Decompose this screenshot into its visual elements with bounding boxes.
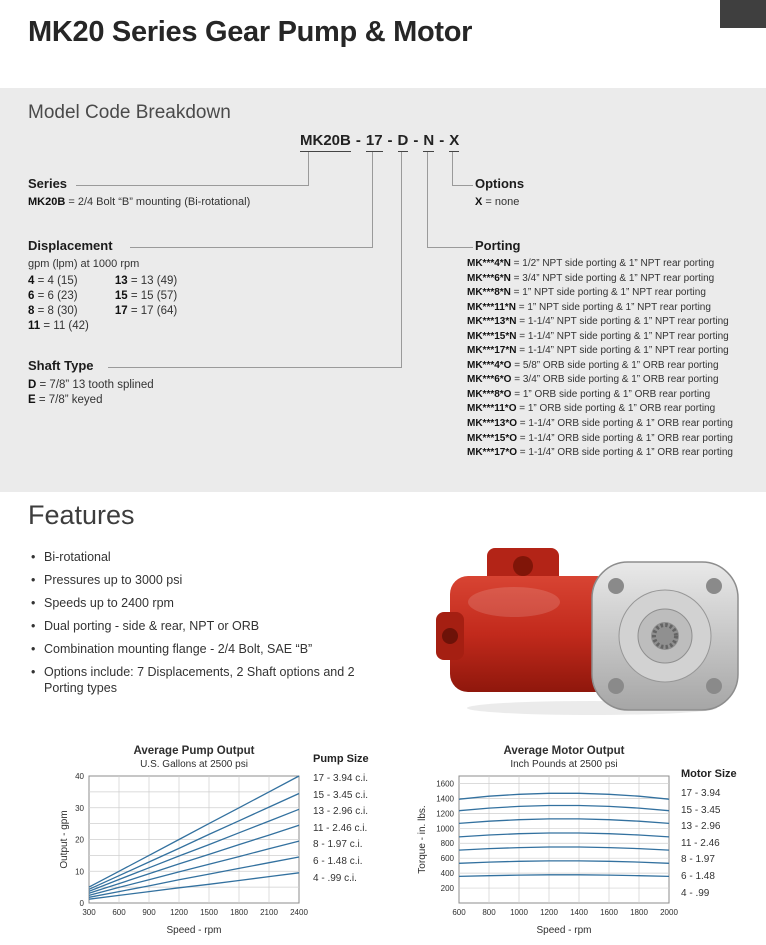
legend-item: 6 - 1.48 c.i. [313, 855, 363, 867]
code-item: 11 = 11 (42) [28, 320, 89, 332]
connector-line [452, 185, 473, 186]
plot-area [459, 776, 669, 903]
legend-item: 8 - 1.97 c.i. [313, 839, 363, 851]
code-item: MK***6*N = 3/4” NPT side porting & 1” NPT rear porting [467, 272, 715, 284]
code-item: MK***17*N = 1-1/4” NPT side porting & 1” NPT rear porting [467, 345, 729, 357]
code-part-shaft: D [398, 132, 409, 152]
series-heading: Series [28, 176, 68, 191]
legend-item: 17 - 3.94 c.i. [313, 773, 369, 784]
code-item: MK***11*N = 1” NPT side porting & 1” NPT rear porting [467, 301, 711, 313]
options-section [475, 176, 524, 208]
code-item: 8 = 8 (30) [28, 305, 78, 317]
motor-output-chart [413, 740, 678, 940]
options-heading: Options [475, 176, 525, 191]
code-separator: - [355, 132, 361, 149]
code-item: 17 = 17 (64) [114, 305, 178, 317]
code-item: E = 7/8” keyed [28, 394, 103, 406]
chart-text: 1000 [436, 824, 454, 834]
code-item: D = 7/8” 13 tooth splined [28, 379, 154, 391]
code-separator: - [413, 132, 419, 149]
series-section [28, 176, 250, 208]
code-item: MK***8*O = 1” ORB side porting & 1” ORB rear porting [467, 388, 711, 400]
model-code-panel [0, 88, 766, 492]
legend-item: 4 - .99 c.i. [313, 872, 357, 884]
code-separator: - [387, 132, 393, 149]
chart-text: Inch Pounds at 2500 psi [510, 759, 618, 770]
displacement-heading: Displacement [28, 238, 113, 253]
legend-item: 15 - 3.45 c.i. [313, 789, 369, 801]
chart-text: Speed - rpm [166, 925, 222, 936]
code-item: MK***8*N = 1” NPT side porting & 1” NPT rear porting [467, 287, 706, 299]
options-code: X [475, 196, 483, 208]
legend-item: 13 - 2.96 c.i. [313, 806, 369, 818]
chart-text: 1800 [230, 908, 248, 917]
chart-text: 2400 [290, 908, 308, 917]
porting-section [467, 238, 733, 461]
code-item: MK***4*O = 5/8” ORB side porting & 1” ORB rear porting [467, 359, 719, 371]
feature-item: • Bi-rotational [31, 549, 376, 565]
chart-text: 10 [75, 867, 84, 877]
displacement-columns [28, 274, 177, 334]
pump-body [436, 548, 615, 692]
motor-size-legend [681, 768, 766, 902]
chart-text: 1500 [200, 908, 218, 917]
shaft-section [28, 358, 154, 408]
code-item: MK***6*O = 3/4” ORB side porting & 1” ORB rear porting [467, 374, 719, 386]
code-part-porting: N [423, 132, 434, 152]
code-item: 4 = 4 (15) [28, 275, 78, 287]
series-text: = 2/4 Bolt “B” mounting (Bi-rotational) [68, 196, 251, 208]
chart-text: 800 [482, 908, 496, 917]
chart-text: 600 [112, 908, 126, 917]
legend-item: 4 - .99 [681, 887, 710, 899]
feature-item: • Pressures up to 3000 psi [31, 572, 376, 588]
code-item: MK***4*N = 1/2” NPT side porting & 1” NPT rear porting [467, 258, 715, 269]
pump-shaft [651, 622, 679, 650]
chart-text: Average Motor Output [503, 745, 625, 757]
page-title: MK20 Series Gear Pump & Motor [28, 16, 473, 48]
feature-item: • Options include: 7 Displacements, 2 Shaft options and 2 Porting types [31, 664, 376, 696]
chart-text: 400 [440, 869, 454, 879]
chart-text: 1000 [510, 908, 528, 917]
code-item: 6 = 6 (23) [28, 290, 78, 302]
displacement-col1 [28, 274, 89, 334]
pump-output-chart [55, 740, 310, 940]
chart-text: 200 [440, 884, 454, 894]
shaft-items [28, 378, 154, 408]
connector-line [427, 152, 428, 248]
feature-item: • Dual porting - side & rear, NPT or ORB [31, 618, 376, 634]
legend-item: 15 - 3.45 [681, 804, 721, 816]
porting-items [467, 257, 733, 461]
chart-text: 1400 [570, 908, 588, 917]
features-heading: Features [28, 500, 135, 530]
features-list [31, 549, 376, 703]
code-item: MK***13*N = 1-1/4” NPT side porting & 1” NPT rear porting [467, 316, 729, 328]
connector-line [308, 152, 309, 186]
displacement-col2 [115, 274, 177, 334]
shaft-heading: Shaft Type [28, 358, 94, 373]
pump-product-image [432, 534, 747, 719]
code-item: MK***11*O = 1” ORB side porting & 1” ORB rear porting [467, 403, 716, 415]
code-item: MK***15*O = 1-1/4” ORB side porting & 1” ORB rear porting [467, 432, 733, 444]
chart-text: Speed - rpm [536, 925, 592, 936]
chart-text: Average Pump Output [133, 745, 255, 757]
code-item: MK***13*O = 1-1/4” ORB side porting & 1” ORB rear porting [467, 418, 733, 430]
chart-text: 1800 [630, 908, 648, 917]
chart-text: 1600 [436, 779, 454, 789]
code-part-options: X [449, 132, 459, 152]
chart-text: 1200 [170, 908, 188, 917]
feature-item: • Speeds up to 2400 rpm [31, 595, 376, 611]
model-code-heading: Model Code Breakdown [28, 102, 231, 123]
chart-text: 600 [440, 854, 454, 864]
legend-item: 6 - 1.48 [681, 870, 715, 882]
chart-text: Torque - in. lbs. [417, 805, 428, 874]
code-item: 13 = 13 (49) [114, 275, 178, 287]
chart-text: 800 [440, 839, 454, 849]
chart-text: 20 [75, 835, 84, 845]
chart-text: 40 [75, 772, 84, 781]
chart-text: 1200 [540, 908, 558, 917]
legend-item: 8 - 1.97 [681, 854, 715, 866]
code-part-displacement: 17 [366, 132, 383, 152]
legend-item: 17 - 3.94 [681, 788, 721, 799]
legend-title: Motor Size [681, 768, 737, 780]
legend-title: Pump Size [313, 753, 369, 765]
code-item: MK***15*N = 1-1/4” NPT side porting & 1” NPT rear porting [467, 330, 729, 342]
code-item: MK***17*O = 1-1/4” ORB side porting & 1” ORB rear porting [467, 447, 733, 459]
chart-text: U.S. Gallons at 2500 psi [140, 759, 248, 770]
options-text: = none [485, 196, 520, 208]
chart-text: 2000 [660, 908, 678, 917]
chart-text: 900 [142, 908, 156, 917]
displacement-section [28, 238, 177, 334]
chart-text: 30 [75, 803, 84, 813]
code-item: 15 = 15 (57) [114, 290, 178, 302]
pump-size-legend [313, 753, 405, 887]
legend-item: 13 - 2.96 [681, 821, 721, 833]
chart-text: 2100 [260, 908, 278, 917]
chart-text: 0 [79, 899, 84, 908]
connector-line [452, 152, 453, 186]
chart-text: 600 [452, 908, 466, 917]
chart-text: 300 [82, 908, 96, 917]
connector-line [401, 152, 402, 368]
model-code [300, 132, 459, 152]
porting-heading: Porting [475, 238, 521, 253]
legend-item: 11 - 2.46 [681, 837, 720, 849]
feature-item: • Combination mounting flange - 2/4 Bolt, SAE “B” [31, 641, 376, 657]
displacement-note: gpm (lpm) at 1000 rpm [28, 258, 140, 270]
code-separator: - [439, 132, 445, 149]
connector-line [372, 152, 373, 248]
chart-text: 1200 [436, 809, 454, 819]
code-part-series: MK20B [300, 132, 351, 152]
chart-text: 1600 [600, 908, 618, 917]
series-desc [28, 196, 250, 208]
series-code: MK20B [28, 196, 66, 208]
corner-tab [720, 0, 766, 28]
legend-item: 11 - 2.46 c.i. [313, 822, 368, 834]
chart-text: Output - gpm [59, 810, 70, 869]
options-desc [475, 196, 524, 208]
chart-text: 1400 [436, 794, 454, 804]
